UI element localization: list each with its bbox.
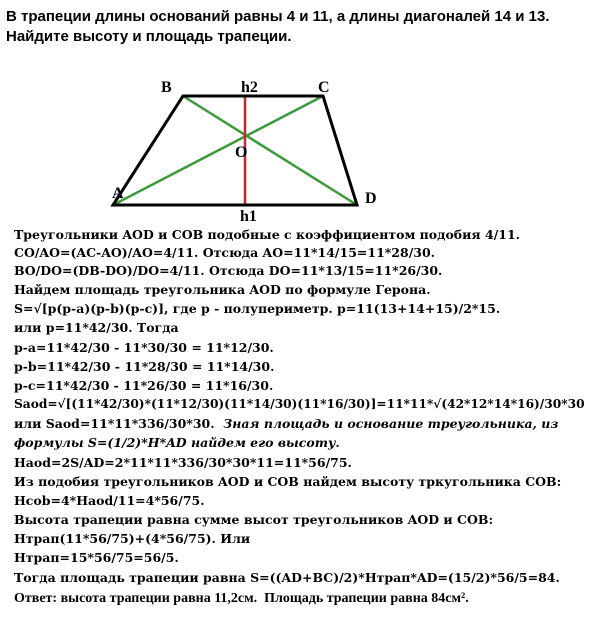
solution-line-8: p-b=11*42/30 - 11*28/30 = 11*14/30. — [14, 359, 275, 374]
solution-line-1: Треугольники AOD и COB подобные с коэффициентом подобия 4/11. — [14, 227, 521, 242]
label-a: A — [112, 185, 124, 202]
label-c: C — [318, 79, 330, 96]
label-o: O — [235, 144, 248, 161]
label-h1: h1 — [240, 208, 257, 225]
solution-line-16: Высота трапеции равна сумме высот треугольников AOD и COB: — [14, 512, 494, 527]
solution-line-2: CO/AO=(AC-AO)/AO=4/11. Отсюда AO=11*14/15=11*28/30. — [14, 245, 436, 260]
solution-line-11-a: или Saod=11*11*336/30*30. — [14, 416, 215, 431]
diagonal-ac — [113, 96, 323, 205]
solution-line-4: Найдем площадь треугольника AOD по формуле Герона. — [14, 282, 431, 297]
solution-line-19: Тогда площадь трапеции равна S=((AD+BC)/2)*Нтрап*AD=(15/2)*56/5=84. — [14, 570, 560, 585]
problem-line-1: В трапеции длины оснований равны 4 и 11, а длины диагоналей 14 и 13. — [6, 8, 550, 25]
solution-line-10: Saod=√[(11*42/30)*(11*12/30)(11*14/30)(11*16/30)]=11*11*√(42*12*14*16)/30*30 — [14, 397, 585, 411]
solution-line-15: Hcob=4*Haod/11=4*56/75. — [14, 493, 205, 508]
solution-line-7: p-a=11*42/30 - 11*30/30 = 11*12/30. — [14, 340, 274, 355]
solution-line-6: или p=11*42/30. Тогда — [14, 320, 179, 335]
solution-line-18: Нтрап=15*56/75=56/5. — [14, 550, 179, 565]
solution-line-9: p-c=11*42/30 - 11*26/30 = 11*16/30. — [14, 378, 274, 393]
solution-line-5: S=√[p(p-a)(p-b)(p-c)], где p - полупериметр. p=11(13+14+15)/2*15. — [14, 301, 501, 316]
problem-line-2: Найдите высоту и площадь трапеции. — [6, 28, 292, 45]
solution-line-17: Нтрап(11*56/75)+(4*56/75). Или — [14, 531, 251, 546]
solution-line-14: Из подобия треугольников AOD и COB найдем высоту тркугольника COB: — [14, 474, 562, 489]
solution-line-11-b: Зная площадь и основание треугольника, из — [214, 416, 559, 431]
label-d: D — [365, 190, 377, 207]
solution-line-12: формулы S=(1/2)*H*AD найдем его высоту. — [14, 435, 340, 450]
trapezoid-figure — [0, 0, 595, 230]
diagonal-bd — [183, 96, 357, 205]
label-h2: h2 — [241, 79, 258, 96]
solution-line-3: BO/DO=(DB-DO)/DO=4/11. Отсюда DO=11*13/15=11*26/30. — [14, 263, 443, 278]
solution-line-13: Haod=2S/AD=2*11*11*336/30*30*11=11*56/75. — [14, 455, 352, 470]
answer-line: Ответ: высота трапеции равна 11,2см. Площадь трапеции равна 84см². — [14, 591, 469, 606]
solution-line-11 — [14, 416, 558, 431]
label-b: B — [161, 79, 172, 96]
